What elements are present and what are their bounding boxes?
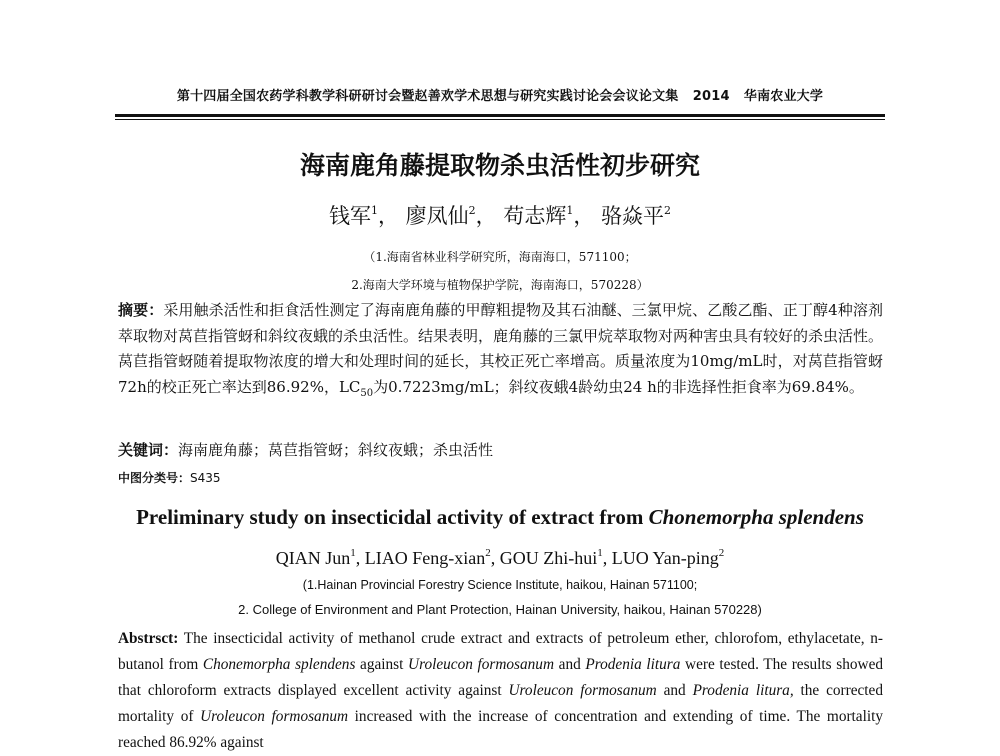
conference-name: 第十四届全国农药学科教学科研研讨会暨赵善欢学术思想与研究实践讨论会会议论文集 xyxy=(176,89,679,104)
author-affil-mark: 1 xyxy=(370,204,378,217)
abstract-cn: 摘要：采用触杀活性和拒食活性测定了海南鹿角藤的甲醇粗提物及其石油醚、三氯甲烷、乙酸乙酯、正丁醇4种溶剂萃取物对莴苣指管蚜和斜纹夜蛾的杀虫活性。结果表明，鹿角藤的三氯甲烷萃取物对两种害虫具有较好的杀虫活性。莴苣指管蚜随着提取物浓度的增大和处理时间的延长，其校正死亡率增高。质量浓度为10mg/mL时，对莴苣指管蚜72h的校正死亡率达到86.92%，$LC_{50}$为0.7223mg/mL；斜纹夜蛾4龄幼虫24 h的非选择性拒食率为69.84%。 xyxy=(118,301,884,399)
abstract-en-text: The insecticidal activity of methanol crude extract and extracts of petroleum ether, chlorofom, ethylacetate, n-butanol from xyxy=(118,630,883,673)
abstract-en-text: and xyxy=(554,656,586,673)
affiliation-cn-1: （1.海南省林业科学研究所，海南海口，571100； xyxy=(363,250,637,264)
abstract-cn-text-2: 为0.7223mg/mL；斜纹夜蛾4龄幼虫24 h的非选择性拒食率为69.84%。 xyxy=(373,377,864,396)
header-rule-thin xyxy=(115,119,885,120)
abstract-en-text: the corrected mortality of xyxy=(118,682,883,725)
abstract-cn-label: 摘要 xyxy=(118,301,149,319)
header-year: 2014 xyxy=(692,89,730,104)
lc-subscript: 50 xyxy=(360,387,374,399)
species-name: Uroleucon formosanum xyxy=(200,708,349,725)
keywords-cn: 关键词：海南鹿角藤；莴苣指管蚜；斜纹夜蛾；杀虫活性 xyxy=(118,441,494,459)
author-cn: 骆焱平 xyxy=(601,204,665,228)
author-affil-mark: 2 xyxy=(468,204,476,217)
title-en-species: Chonemorpha splendens xyxy=(648,505,864,529)
abstract-en-text: increased with the increase of concentration and extending of time. The mortality reached 86.92% against xyxy=(118,708,883,751)
species-name: Chonemorpha splendens xyxy=(202,656,356,673)
author-affil-mark: 2 xyxy=(664,204,672,217)
classification-value: S435 xyxy=(190,471,221,485)
abstract-en-text: were tested. The results showed that chloroform extracts displayed excellent activity against xyxy=(118,656,884,699)
classification-label: 中图分类号 xyxy=(118,471,179,485)
author-affil-mark: 1 xyxy=(350,547,356,559)
species-name: Uroleucon formosanum xyxy=(408,656,555,673)
authors-en: QIAN Jun$^1$, LIAO Feng-xian$^2$, GOU Zhi-hui$^1$, LUO Yan-ping$^2$ xyxy=(275,547,725,568)
author-en: GOU Zhi-hui xyxy=(499,548,598,568)
affiliation-cn-2: 2.海南大学环境与植物保护学院，海南海口，570228） xyxy=(351,278,649,292)
affiliation-en-2: 2. College of Environment and Plant Protection, Hainan University, haikou, Hainan 570228) xyxy=(238,602,762,617)
species-name: Prodenia litura xyxy=(585,656,681,673)
abstract-en-text: and xyxy=(656,682,693,699)
abstract-cn-text-1: 采用触杀活性和拒食活性测定了海南鹿角藤的甲醇粗提物及其石油醚、三氯甲烷、乙酸乙酯、正丁醇4种溶剂萃取物对莴苣指管蚜和斜纹夜蛾的杀虫活性。结果表明，鹿角藤的三氯甲烷萃取物对两种害虫具有较好的杀虫活性。莴苣指管蚜随着提取物浓度的增大和处理时间的延长，其校正死亡率增高。质量浓度为10mg/mL时，对莴苣指管蚜72h的校正死亡率达到86.92%，LC xyxy=(118,301,884,396)
title-en-main: Preliminary study on insecticidal activity of extract from xyxy=(136,505,649,529)
species-name: Uroleucon formosanum xyxy=(508,682,657,699)
author-affil-mark: 1 xyxy=(597,547,603,559)
keywords-cn-text: 海南鹿角藤；莴苣指管蚜；斜纹夜蛾；杀虫活性 xyxy=(178,441,494,459)
author-affil-mark: 2 xyxy=(485,547,491,559)
keywords-cn-label: 关键词 xyxy=(118,441,164,459)
author-affil-mark: 1 xyxy=(566,204,574,217)
abstract-en-text: against xyxy=(355,656,409,673)
paper-title-en xyxy=(0,505,1000,530)
affiliation-en-1: (1.Hainan Provincial Forestry Science Institute, haikou, Hainan 571100; xyxy=(302,578,698,592)
running-header xyxy=(0,85,1000,104)
author-en: LIAO Feng-xian xyxy=(364,548,486,568)
paper-title-cn: 海南鹿角藤提取物杀虫活性初步研究 xyxy=(299,151,700,180)
author-cn: 苟志辉 xyxy=(503,204,567,228)
author-affil-mark: 2 xyxy=(718,547,725,559)
abstract-en-label: Abstrsct xyxy=(118,630,174,647)
classification-number: 中图分类号：S435 xyxy=(118,471,221,485)
authors-cn: 钱军$^1$， 廖凤仙$^2$， 苟志辉$^1$， 骆焱平$^2$ xyxy=(328,204,672,228)
header-university: 华南农业大学 xyxy=(743,89,824,104)
author-en: LUO Yan-ping xyxy=(611,548,719,568)
author-cn: 钱军 xyxy=(328,204,371,228)
abstract-en: Abstrsct: The insecticidal activity of methanol crude extract and extracts of petroleum ether, chlorofom, ethylacetate, n-butanol from Chonemorpha splendens against Uroleucon formosanum and Prodenia litura were tested. The results showed that chloroform extracts displayed excellent activity against Uroleucon formosanum and Prodenia litura, the corrected mortality of Uroleucon formosanum increased with the increase of concentration and extending of time. The mortality reached 86.92% against xyxy=(118,630,884,751)
species-name: Prodenia litura, xyxy=(692,682,794,699)
header-rule-thick xyxy=(115,114,885,117)
author-en: QIAN Jun xyxy=(275,548,351,568)
author-cn: 廖凤仙 xyxy=(405,204,469,228)
